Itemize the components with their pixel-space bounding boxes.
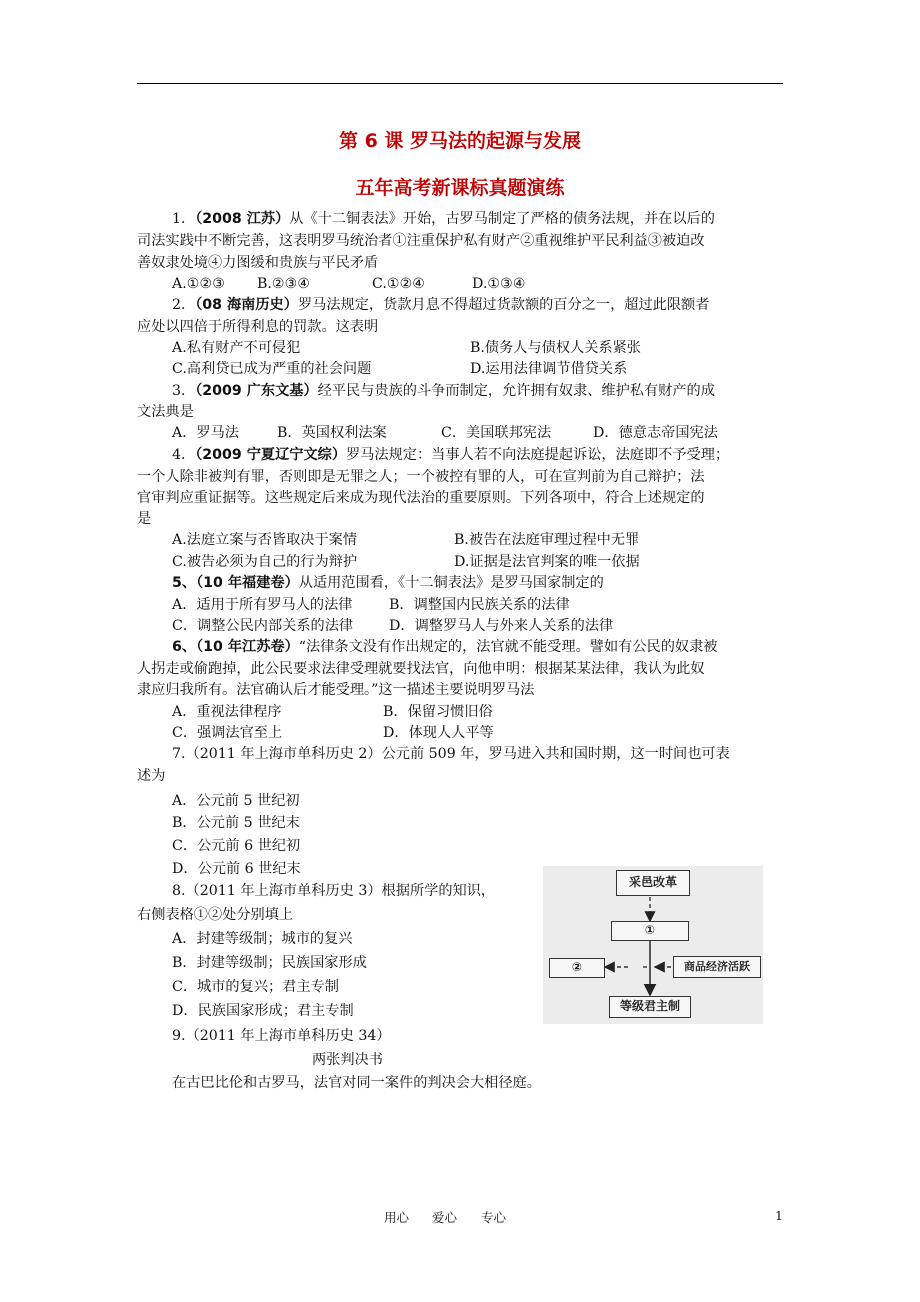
footer-text-2: 爱心 (432, 1210, 458, 1225)
q2-line2: 应处以四倍于所得利息的罚款。这表明 (137, 319, 379, 335)
q2-number: 2． (172, 297, 196, 313)
q4-source: （2009 宁夏辽宁文综） (195, 447, 347, 463)
q5-option-d: D．调整罗马人与外来人关系的法律 (389, 618, 614, 634)
q3-option-d: D．德意志帝国宪法 (593, 425, 718, 441)
q2-text: 罗马法规定，货款月息不得超过货款额的百分之一，超过此限额者 (297, 297, 710, 313)
q7-option-c: C．公元前 6 世纪初 (172, 838, 301, 854)
q5-source: 5、（10 年福建卷） (172, 575, 299, 591)
q7-option-a: A．公元前 5 世纪初 (172, 793, 300, 809)
q3-line1 (172, 380, 715, 402)
q5-option-b: B．调整国内民族关系的法律 (389, 597, 570, 613)
q3-line2: 文法典是 (137, 404, 194, 420)
page-number: 1 (775, 1208, 783, 1223)
q4-option-d: D.证据是法官判案的唯一依据 (454, 554, 640, 570)
q9-line2: 在古巴比伦和古罗马，法官对同一案件的判决会大相径庭。 (172, 1075, 541, 1091)
q8-option-a: A．封建等级制；城市的复兴 (172, 931, 353, 947)
q8-option-d: D．民族国家形成；君主专制 (172, 1003, 354, 1019)
diagram-box-2: ② (549, 958, 605, 978)
q7-option-b: B．公元前 5 世纪末 (172, 815, 300, 831)
footer-text-1: 用心 (384, 1210, 410, 1225)
q2-option-c: C.高利贷已成为严重的社会问题 (172, 361, 372, 377)
q4-option-c: C.被告必须为自己的行为辩护 (172, 554, 358, 570)
q4-line3: 官审判应重证据等。这些规定后来成为现代法治的重要原则。下列各项中，符合上述规定的 (137, 490, 705, 506)
q3-option-c: C．美国联邦宪法 (441, 425, 552, 441)
q8-flow-diagram (543, 866, 763, 1024)
page-subtitle: 五年高考新课标真题演练 (355, 177, 565, 199)
q1-option-a: A.①②③ (172, 276, 225, 292)
q4-number: 4． (172, 447, 196, 463)
q1-line3: 善奴隶处境④力图缓和贵族与平民矛盾 (137, 255, 379, 271)
q6-line1 (172, 636, 717, 658)
q6-option-c: C．强调法官至上 (172, 725, 283, 741)
q6-source: 6、（10 年江苏卷） (172, 639, 299, 655)
q1-text: 从《十二铜表法》开始，古罗马制定了严格的债务法规，并在以后的 (289, 211, 715, 227)
q1-line1 (172, 208, 715, 230)
q5-text: 从适用范围看，《十二铜表法》是罗马国家制定的 (298, 575, 604, 591)
q3-option-b: B．英国权利法案 (277, 425, 387, 441)
q3-option-a: A．罗马法 (172, 425, 239, 441)
diagram-box-top: 采邑改革 (616, 870, 690, 896)
q1-option-b: B.②③④ (257, 276, 311, 292)
q1-option-d: D.①③④ (472, 276, 526, 292)
q1-option-c: C.①②④ (372, 276, 426, 292)
q7-option-d: D．公元前 6 世纪末 (172, 861, 301, 877)
q8-line1: 8.（2011 年上海市单科历史 3）根据所学的知识， (172, 883, 496, 899)
q3-text: 经平民与贵族的斗争而制定，允许拥有奴隶、维护私有财产的成 (317, 383, 715, 399)
q6-line2: 人拐走或偷跑掉，此公民要求法律受理就要找法官，向他申明：根据某某法律，我认为此奴 (137, 661, 705, 677)
q2-option-b: B.债务人与债权人关系紧张 (470, 340, 641, 356)
q4-line4: 是 (137, 511, 152, 527)
page-title: 第 6 课 罗马法的起源与发展 (338, 130, 582, 152)
diagram-box-1: ① (611, 921, 689, 941)
q6-option-b: B．保留习惯旧俗 (383, 704, 493, 720)
q5-option-a: A．适用于所有罗马人的法律 (172, 597, 353, 613)
q8-option-b: B．封建等级制；民族国家形成 (172, 955, 367, 971)
q6-option-d: D．体现人人平等 (383, 725, 494, 741)
q6-line3: 隶应归我所有。法官确认后才能受理。”这一描述主要说明罗马法 (137, 682, 535, 698)
q8-line2: 右侧表格①②处分别填上 (137, 907, 294, 923)
q2-line1 (172, 294, 709, 316)
diagram-box-bottom: 等级君主制 (609, 996, 691, 1018)
q7-line2: 述为 (137, 768, 166, 784)
q7-line1: 7.（2011 年上海市单科历史 2）公元前 509 年，罗马进入共和国时期，这一时间也可表 (172, 746, 730, 762)
q2-source: （08 海南历史） (195, 297, 298, 313)
diagram-box-right: 商品经济活跃 (673, 956, 761, 978)
q3-source: （2009 广东文基） (195, 383, 318, 399)
q8-option-c: C．城市的复兴；君主专制 (172, 979, 339, 995)
q6-text: “法律条文没有作出规定的，法官就不能受理。譬如有公民的奴隶被 (298, 639, 718, 655)
q2-option-a: A.私有财产不可侵犯 (172, 340, 301, 356)
header-rule (137, 83, 783, 84)
q4-option-b: B.被告在法庭审理过程中无罪 (454, 532, 640, 548)
q5-option-c: C．调整公民内部关系的法律 (172, 618, 354, 634)
q2-option-d: D.运用法律调节借贷关系 (470, 361, 628, 377)
footer-text-3: 专心 (481, 1210, 507, 1225)
q3-number: 3． (172, 383, 196, 399)
q4-line2: 一个人除非被判有罪，否则即是无罪之人；一个被控有罪的人，可在宣判前为自己辩护；法 (137, 469, 705, 485)
q1-number: 1． (172, 211, 196, 227)
q4-line1 (172, 444, 729, 466)
q6-option-a: A．重视法律程序 (172, 704, 282, 720)
q9-line1: 9.（2011 年上海市单科历史 34） (172, 1028, 391, 1044)
q9-heading: 两张判决书 (312, 1052, 383, 1068)
q1-source: （2008 江苏） (195, 211, 290, 227)
q1-line2: 司法实践中不断完善，这表明罗马统治者①注重保护私有财产②重视维护平民利益③被迫改 (137, 233, 705, 249)
q4-text: 罗马法规定：当事人若不向法庭提起诉讼，法庭即不予受理； (346, 447, 730, 463)
q4-option-a: A.法庭立案与否皆取决于案情 (172, 532, 358, 548)
q5-line1 (172, 572, 604, 594)
